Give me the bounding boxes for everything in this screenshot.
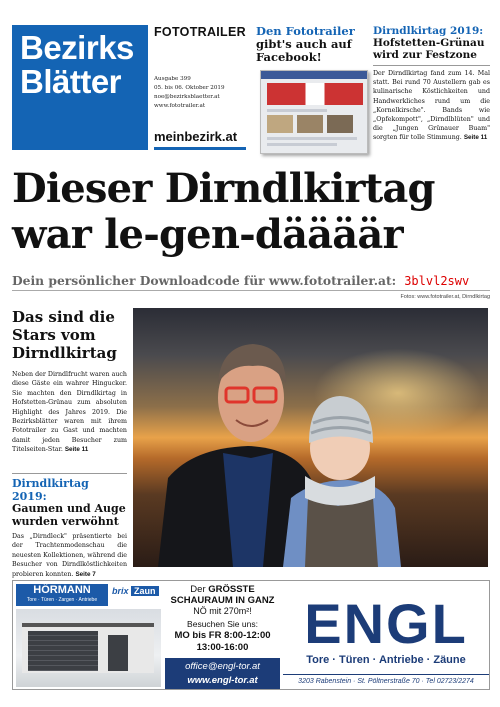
download-code: 3blvl2swv	[404, 274, 470, 288]
issue-meta	[154, 75, 225, 111]
section-title: FOTOTRAILER	[154, 25, 246, 39]
photo-people-illustration	[133, 308, 488, 567]
issue-email[interactable]: noe@bezirksblaetter.at	[154, 94, 220, 100]
facebook-line-2: gibt's auch auf	[256, 37, 352, 51]
facebook-screenshot-image	[260, 70, 368, 154]
front-door	[108, 635, 128, 671]
garage-photo	[16, 609, 161, 687]
article-gaumen-page-ref[interactable]: Seite 7	[75, 570, 96, 578]
download-text: Dein persönlicher Downloadcode für www.fototrailer.at:	[12, 273, 397, 288]
article-gaumen-body	[12, 532, 127, 579]
engl-wordmark: ENGL	[304, 592, 468, 655]
fb-thumb	[297, 115, 323, 133]
showroom-line-2: SCHAURAUM IN GANZ	[170, 595, 275, 606]
showroom-line-1	[165, 584, 280, 595]
teaser-headline: Hofstetten-Grünau wird zur Festzone	[373, 37, 485, 61]
engl-tagline: Tore · Türen · Antriebe · Zäune	[306, 654, 466, 666]
photo-credit: Fotos: www.fototrailer.at, Dirndlkirtag	[400, 294, 490, 300]
teaser-kicker: Dirndlkirtag 2019:	[373, 25, 484, 37]
brix-zaun: Zaun	[131, 586, 159, 596]
article-stars-page-ref[interactable]: Seite 11	[64, 446, 89, 454]
hoermann-sub: Tore · Türen · Zargen · Antriebe	[26, 597, 98, 603]
teaser-body	[373, 69, 490, 143]
ad-contact	[165, 658, 280, 689]
article-stars-body	[12, 370, 127, 455]
brix-logo	[112, 586, 162, 604]
showroom-line-1-pre: Der	[190, 584, 209, 595]
headline-divider	[12, 290, 490, 291]
facebook-bar	[261, 71, 367, 79]
facebook-teaser	[256, 25, 368, 155]
fb-row	[267, 137, 357, 140]
fototrailer-info	[154, 25, 250, 150]
teaser-body-text: Der Dirndlkirtag fand zum 14. Mal statt. Bei rund 70 Austellern gab es kulinarische Köstlichkeiten und Handwerkliches rund um die „Kornelkirsche". Bands wie „Opfekompott", „Dirndlblüten" und die „Jungen Grünauer Buam" sorgten für tolle Stimmung.	[373, 70, 490, 142]
opening-hours-label: Besuchen Sie uns:	[187, 619, 258, 629]
engl-advertisement[interactable]	[12, 580, 490, 690]
garage-door	[28, 631, 98, 671]
teaser-right	[373, 25, 490, 155]
teaser-page-ref[interactable]: Seite 11	[463, 134, 488, 142]
facebook-cover	[267, 83, 363, 105]
fb-row	[267, 143, 337, 146]
fb-row	[267, 109, 327, 112]
article-stars-text: Neben der Dirndlfrucht waren auch diese Gäste ein wahrer Hingucker. Sie machten den Dirndlkirtag in Hofstetten-Grünau zum absoluten Highlight des Jahres 2019. Die Bezirksblätter waren mit ihrem Fototrailer zu Gast und machten damit jeden Besucher zum Titelseiten-Star.	[12, 371, 127, 454]
issue-dates: 05. bis 06. Oktober 2019	[154, 85, 225, 91]
engl-address: 3203 Rabenstein · St. Pöltnerstraße 70 · Tel 02723/2274	[283, 674, 489, 685]
bezirksblaetter-logo	[12, 25, 148, 150]
meinbezirk-underline	[154, 147, 246, 150]
showroom-info	[165, 582, 280, 689]
article-gaumen-kicker: Dirndlkirtag 2019:	[12, 477, 89, 503]
fb-thumb	[327, 115, 353, 133]
main-headline	[12, 166, 492, 258]
article-gaumen-text: Das „Dirndleck" präsentierte bei der Trachtenmodenschau die neuesten Kollektionen, während die Besucher von Dirndlköstlichkeiten probieren konnten.	[12, 533, 127, 578]
article-stars	[12, 308, 127, 455]
fb-thumb	[267, 115, 293, 133]
logo-line-2: Blätter	[20, 63, 122, 100]
article-gaumen-headline: Gaumen und Auge wurden verwöhnt	[12, 502, 126, 528]
ad-email[interactable]: office@engl-tor.at	[185, 661, 260, 672]
engl-logo	[283, 582, 489, 689]
article-divider	[12, 473, 127, 474]
facebook-line-1: Den Fototrailer	[256, 24, 355, 38]
logo-line-1: Bezirks	[20, 29, 134, 66]
showroom-line-1-bold: GRÖSSTE	[208, 584, 255, 595]
main-headline-line-1: Dieser Dirndlkirtag	[12, 165, 435, 212]
opening-hours-1: MO bis FR 8:00-12:00	[174, 630, 271, 641]
child-vest	[305, 498, 378, 567]
issue-web[interactable]: www.fototrailer.at	[154, 103, 206, 109]
meinbezirk-link[interactable]: meinbezirk.at	[154, 129, 238, 144]
opening-hours-2: 13:00-16:00	[196, 642, 249, 653]
article-stars-headline: Das sind die Stars vom Dirndlkirtag	[12, 308, 117, 362]
facebook-teaser-headline	[256, 25, 368, 64]
cover-photo	[133, 308, 488, 567]
brix-name: brix	[112, 586, 129, 596]
showroom-line-3: NÖ mit 270m²!	[193, 606, 252, 616]
article-gaumen	[12, 477, 127, 579]
issue-number: Ausgabe 399	[154, 76, 191, 82]
facebook-line-3: Facebook!	[256, 50, 322, 64]
download-code-line	[12, 273, 492, 288]
ad-website[interactable]: www.engl-tor.at	[187, 675, 258, 686]
hoermann-logo	[16, 584, 108, 606]
teaser-divider	[373, 65, 490, 66]
main-headline-line-2: war le-gen-däääär	[12, 211, 403, 258]
hoermann-name: HÖRMANN	[33, 584, 91, 596]
